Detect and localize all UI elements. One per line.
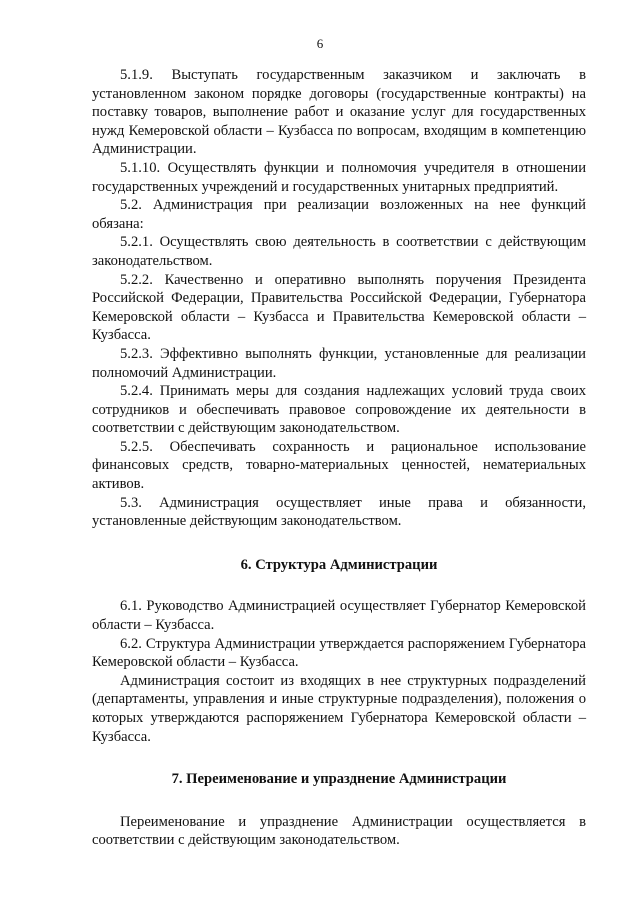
document-body — [92, 66, 586, 850]
paragraph-5-2-1: 5.2.1. Осуществлять свою деятельность в соответствии с действующим законодательством. — [92, 234, 586, 269]
paragraph-6-1: 6.1. Руководство Администрацией осуществляет Губернатор Кемеровской области – Кузбасса. — [92, 598, 586, 634]
paragraph-5-2: 5.2. Администрация при реализации возложенных на нее функций обязана: — [92, 197, 586, 232]
paragraph-6-2: 6.2. Структура Администрации утверждается распоряжением Губернатора Кемеровской области – Кузбасса. — [92, 635, 586, 671]
paragraph-5-2-3: 5.2.3. Эффективно выполнять функции, установленные для реализации полномочий Администрации. — [92, 345, 586, 381]
paragraph-5-3: 5.3. Администрация осуществляет иные права и обязанности, установленные действующим законодательством. — [92, 494, 586, 530]
section-7-title: 7. Переименование и упразднение Администрации — [171, 771, 507, 788]
paragraph-7: Переименование и упразднение Администрации осуществляется в соответствии с действующим законодательством. — [92, 813, 586, 849]
page-number: 6 — [316, 36, 324, 51]
paragraph-5-2-4: 5.2.4. Принимать меры для создания надлежащих условий труда своих сотрудников и обеспечивать правовое сопровождение их деятельности в соответствии с действующим законодательством. — [92, 383, 586, 437]
paragraph-5-2-2: 5.2.2. Качественно и оперативно выполнять поручения Президента Российской Федерации, Правительства Российской Федерации, Губернатора Кемеровской области – Кузбасса и Правительства Кемеровской области – Кузбасса. — [92, 271, 586, 344]
section-6-title: 6. Структура Администрации — [240, 556, 438, 573]
paragraph-6-structure: Администрация состоит из входящих в нее структурных подразделений (департаменты, управления и иные структурные подразделения), положения о которых утверждаются распоряжением Губернатора Кемеровской области – Кузбасса. — [92, 672, 586, 745]
paragraph-5-2-5: 5.2.5. Обеспечивать сохранность и рациональное использование финансовых средств, товарно-материальных ценностей, нематериальных активов. — [92, 438, 586, 493]
paragraph-5-1-9: 5.1.9. Выступать государственным заказчиком и заключать в установленном законом порядке договоры (государственные контракты) на поставку товаров, выполнение работ и оказание услуг для государственных нужд Кемеровской области – Кузбасса по вопросам, входящим в компетенцию Администрации. — [92, 67, 586, 158]
paragraph-5-1-10: 5.1.10. Осуществлять функции и полномочия учредителя в отношении государственных учреждений и государственных унитарных предприятий. — [92, 159, 586, 195]
